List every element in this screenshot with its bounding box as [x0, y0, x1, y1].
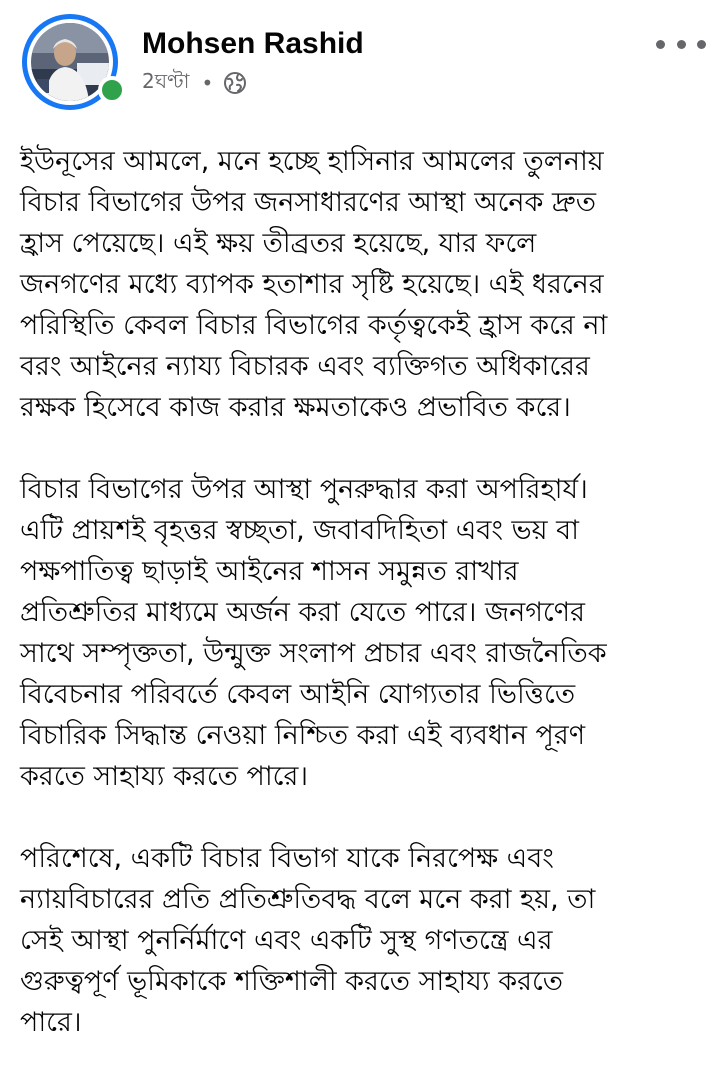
meta-separator: •	[201, 71, 214, 95]
post-timestamp[interactable]: 2ঘণ্টা	[142, 68, 190, 93]
more-dot	[697, 40, 706, 49]
post-meta	[142, 68, 247, 98]
globe-icon[interactable]	[223, 71, 247, 95]
more-dot	[656, 40, 665, 49]
post-header	[0, 0, 719, 130]
post-paragraph-3: পরিশেষে, একটি বিচার বিভাগ যাকে নিরপেক্ষ এবং ন্যায়বিচারের প্রতি প্রতিশ্রুতিবদ্ধ বলে মনে করা হয়, তা সেই আস্থা পুনর্নির্মাণে এবং একটি সুস্থ গণতন্ত্রে এর গুরুত্বপূর্ণ ভূমিকাকে শক্তিশালী করতে সাহায্য করতে পারে।	[20, 843, 596, 1038]
post-text	[20, 141, 710, 1084]
online-status-indicator	[98, 76, 126, 104]
post-paragraph-2: বিচার বিভাগের উপর আস্থা পুনরুদ্ধার করা অপরিহার্য। এটি প্রায়শই বৃহত্তর স্বচ্ছতা, জবাবদিহিতা এবং ভয় বা পক্ষপাতিত্ব ছাড়াই আইনের শাসন সমুন্নত রাখার প্রতিশ্রুতির মাধ্যমে অর্জন করা যেতে পারে। জনগণের সাথে সম্পৃক্ততা, উন্মুক্ত সংলাপ প্রচার এবং রাজনৈতিক বিবেচনার পরিবর্তে কেবল আইনি যোগ্যতার ভিত্তিতে বিচারিক সিদ্ধান্ত নেওয়া নিশ্চিত করা এই ব্যবধান পূরণ করতে সাহায্য করতে পারে।	[20, 474, 607, 792]
more-dot	[677, 40, 686, 49]
more-options-icon[interactable]	[656, 26, 706, 62]
author-name[interactable]: Mohsen Rashid	[142, 27, 364, 60]
post-paragraph-1: ইউনূসের আমলে, মনে হচ্ছে হাসিনার আমলের তুলনায় বিচার বিভাগের উপর জনসাধারণের আস্থা অনেক দ্রুত হ্রাস পেয়েছে। এই ক্ষয় তীব্রতর হয়েছে, যার ফলে জনগণের মধ্যে ব্যাপক হতাশার সৃষ্টি হয়েছে। এই ধরনের পরিস্থিতি কেবল বিচার বিভাগের কর্তৃত্বকেই হ্রাস করে না বরং আইনের ন্যায্য বিচারক এবং ব্যক্তিগত অধিকারের রক্ষক হিসেবে কাজ করার ক্ষমতাকেও প্রভাবিত করে।	[20, 146, 608, 423]
